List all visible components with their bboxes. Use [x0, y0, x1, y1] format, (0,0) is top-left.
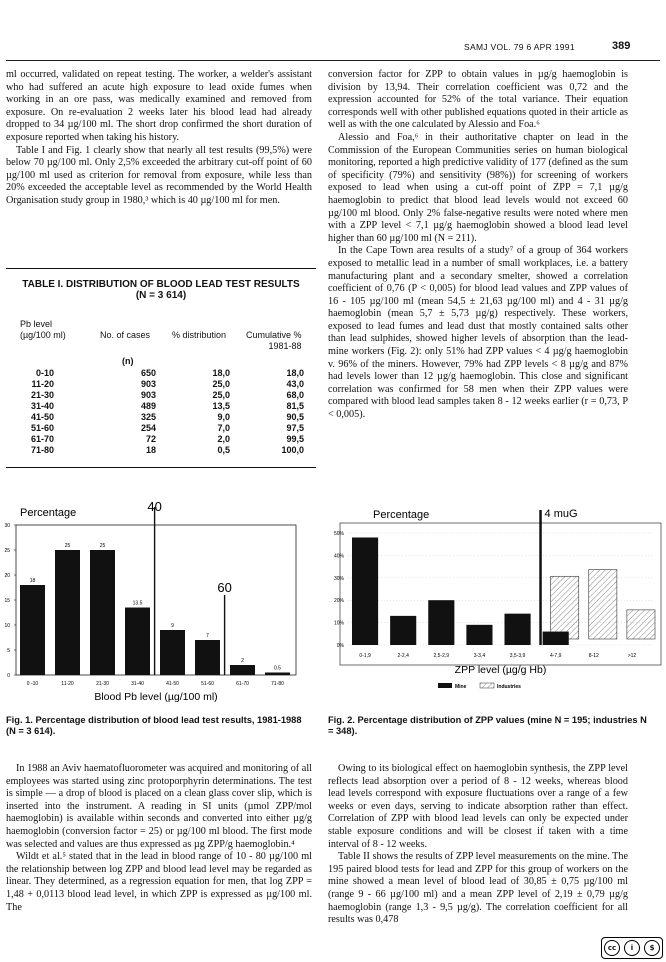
table-cell: 72	[145, 434, 156, 444]
annotation-4mug: 4 muG	[544, 508, 578, 520]
y-tick-label: 30%	[333, 575, 344, 582]
left-column-top	[6, 69, 312, 208]
paragraph: Wildt et al.⁵ stated that in the lead in blood range of 10 - 80 µg/100 ml the relationship between log ZPP and blood lead level may be regarded as linear. They determined, as a regression equation for men, that log ZPP = 1,48 + 0,0113 blood lead level, in which ZPP is expressed as µg/100 ml. The	[6, 851, 312, 913]
journal-header: SAMJ VOL. 79 6 APR 1991	[464, 42, 575, 52]
table-cell: 100,0	[281, 445, 304, 455]
x-tick-label: 2-2,4	[397, 653, 409, 659]
x-tick-label: 4-7,9	[549, 653, 562, 659]
table-title: TABLE I. DISTRIBUTION OF BLOOD LEAD TEST RESULTS	[22, 279, 300, 290]
table-cell: 18,0	[286, 368, 304, 378]
bar-mine	[466, 625, 492, 645]
table-cell: 11-20	[31, 379, 54, 389]
paragraph: Table I and Fig. 1 clearly show that nearly all test results (99,5%) were below 70 µg/100 ml. Only 2,5% exceeded the arbitrary cut-off point of 60 µg/100 ml used as criterion for removal from exposure, while less than 20% exceeded the acceptable level as recommended by the World Health Organisation study group in 1980,³ which is 40 µg/100 ml for men.	[6, 144, 312, 206]
data-label: 9	[171, 623, 174, 629]
page-number: 389	[612, 40, 631, 52]
legend-swatch-mine	[438, 683, 452, 688]
table-header-cumulative: Cumulative % 1981-88	[246, 330, 302, 351]
table-header-cases: No. of cases	[100, 330, 151, 340]
left-column-bottom	[6, 763, 312, 914]
y-tick-label: 15	[4, 598, 10, 604]
table-cell: 97,5	[286, 423, 304, 433]
table-cell: 2,0	[217, 434, 230, 444]
x-tick-label: 2,5-2,9	[433, 653, 450, 659]
paragraph: conversion factor for ZPP to obtain values in µg/g haemoglobin is division by 13,94. Their correlation coefficient was 0,72 and the expression accounted for 52% of the total variance. Their equation corresponds well with other published equations quoted in their article as well as with the one calculated by Alessio and Foa.⁶	[328, 69, 628, 131]
table-1	[6, 268, 316, 468]
table-cell: 0,5	[217, 445, 230, 455]
bar	[195, 640, 220, 675]
table-cell: 903	[140, 390, 156, 400]
data-label: 18	[29, 578, 36, 584]
x-tick-label: 11-20	[61, 681, 74, 687]
x-tick-label: 51-60	[201, 681, 214, 687]
bar-mine	[543, 632, 569, 645]
table-row	[6, 390, 316, 401]
y-tick-label: 30	[4, 523, 10, 529]
table-cell: 43,0	[286, 379, 304, 389]
table-row	[6, 445, 316, 456]
y-tick-label: 5	[7, 648, 10, 654]
x-tick-label: >12	[627, 653, 637, 659]
table-cell: 61-70	[30, 434, 54, 444]
table-header-distribution: % distribution	[172, 330, 227, 340]
table-cell: 21-30	[30, 390, 54, 400]
table-cell: 650	[140, 368, 156, 378]
bar	[160, 630, 185, 675]
x-tick-label: 71-80	[271, 681, 284, 687]
table-cell: 25,0	[212, 390, 230, 400]
table-cell: 325	[140, 412, 156, 422]
y-tick-label: 25	[4, 548, 10, 554]
figure-2-chart	[318, 495, 666, 705]
table-cell: 18,0	[212, 368, 230, 378]
bar	[90, 550, 115, 675]
figure-2-caption: Fig. 2. Percentage distribution of ZPP values (mine N = 195; industries N = 348).	[328, 715, 647, 736]
table-cell: 90,5	[286, 412, 304, 422]
bar	[265, 673, 290, 676]
y-tick-label: 10	[4, 623, 10, 629]
data-label: 2	[241, 658, 244, 664]
x-tick-label: 0-1,9	[359, 653, 371, 659]
paragraph: Owing to its biological effect on haemoglobin synthesis, the ZPP level reflects lead absorption over a period of 8 - 12 weeks, whereas blood lead levels correspond with exposure fluctuations over a range of a few weeks or even days, serving to indicate absorption rather than effect. Correlation of ZPP with blood lead levels can only be expected under stable exposure conditions and will be closest if taken with a time interval of 8 - 12 weeks.	[328, 763, 628, 850]
table-cell: 25,0	[212, 379, 230, 389]
x-tick-label: 41-50	[166, 681, 179, 687]
paragraph: Alessio and Foa,⁶ in their authoritative chapter on lead in the Commission of the European Communities series on human biological monitoring, reported a high predictive validity of 177 (defined as the sum of specificity (79%) and sensitivity (98%)) for screening of workers exposed to lead when using a cut-off point of ZPP = 7,1 µg/g haemoglobin to predict that blood lead levels would not exceed 60 µg/100 ml blood. Only 2% false-negative results were noted where men with a ZPP level < 7,1 µg/g haemoglobin showed a blood lead level higher than 60 µg/100 ml (N = 211).	[328, 131, 628, 244]
table-cell: 41-50	[30, 412, 54, 422]
table-row	[6, 401, 316, 412]
annotation-40: 40	[147, 499, 162, 514]
bar-mine	[505, 614, 531, 645]
legend-swatch-industries	[480, 683, 494, 688]
y-tick-label: 0	[7, 673, 10, 679]
table-cell: 71-80	[30, 445, 54, 455]
table-cell: 51-60	[30, 423, 54, 433]
right-column-bottom	[328, 763, 628, 927]
table-cell: 489	[140, 401, 156, 411]
table-row	[6, 423, 316, 434]
header-rule	[6, 60, 660, 61]
x-tick-label: 8-12	[588, 653, 599, 659]
right-column-top	[328, 69, 628, 422]
paragraph: ml occurred, validated on repeat testing. The worker, a welder's assistant who had suffered an acute high exposure to lead oxide fumes when working in an ore pass, was medically examined and removed from exposure. On re-evaluation 2 weeks later his blood lead had already dropped to 34 µg/100 ml. The short drop confirmed the short duration of exposure reported when taking his history.	[6, 69, 312, 143]
table-cell: 99,5	[286, 434, 304, 444]
table-cell: 7,0	[217, 423, 230, 433]
legend-label-industries: Industries	[497, 684, 521, 690]
x-tick-label: 3-3,4	[473, 653, 486, 659]
bar-mine	[390, 616, 416, 645]
x-tick-label: 31-40	[131, 681, 144, 687]
table-cell: 68,0	[286, 390, 304, 400]
bar-mine	[428, 600, 454, 645]
y-tick-label: 50%	[333, 531, 344, 537]
bar-industries	[551, 576, 579, 639]
table-row	[6, 368, 316, 379]
table-n-label: (n)	[122, 356, 134, 366]
bar	[55, 550, 80, 675]
data-label: 25	[64, 543, 71, 549]
nc-icon: $	[644, 940, 660, 956]
x-axis-label: Blood Pb level (µg/100 ml)	[94, 691, 218, 703]
table-header-pb: Pb level (µg/100 ml)	[20, 319, 66, 340]
data-label: 25	[99, 543, 106, 549]
x-tick-label: 21-30	[96, 681, 109, 687]
x-tick-label: 3,5-3,9	[509, 653, 526, 659]
table-cell: 254	[140, 423, 156, 433]
table-cell: 31-40	[30, 401, 54, 411]
y-tick-label: 40%	[333, 553, 344, 560]
creative-commons-badge	[601, 937, 663, 959]
cc-icon: cc	[604, 940, 620, 956]
table-cell: 9,0	[217, 412, 230, 422]
x-tick-label: 61-70	[236, 681, 249, 687]
bar	[20, 585, 45, 675]
figure-1-caption: Fig. 1. Percentage distribution of blood lead test results, 1981-1988 (N = 3 614).	[6, 715, 302, 736]
table-row	[6, 379, 316, 390]
annotation-60: 60	[217, 580, 232, 595]
table-cell: 81,5	[286, 401, 304, 411]
table-subtitle: (N = 3 614)	[135, 290, 187, 301]
figure-1-chart	[0, 495, 318, 705]
table-row	[6, 412, 316, 423]
table-cell: 903	[140, 379, 156, 389]
data-label: 7	[206, 633, 209, 639]
x-tick-label: 0 -10	[26, 681, 39, 687]
table-cell: 13,5	[212, 401, 230, 411]
by-icon: i	[624, 940, 640, 956]
y-tick-label: 20%	[333, 598, 344, 605]
bar-industries	[589, 570, 617, 639]
y-tick-label: 0%	[336, 643, 344, 649]
x-axis-label: ZPP level (µg/g Hb)	[454, 664, 547, 676]
bar-industries	[627, 610, 655, 639]
bar	[125, 608, 150, 676]
y-tick-label: 10%	[333, 620, 344, 627]
chart-title: Percentage	[373, 509, 430, 521]
bar-mine	[352, 537, 378, 645]
legend-label-mine: Mine	[455, 684, 467, 690]
paragraph: Table II shows the results of ZPP level measurements on the mine. The 195 paired blood tests for lead and ZPP for this group of workers on the mine showed a mean level of blood lead of 30,85 ± 0,75 µg/100 ml (range 9 - 66 µg/100 ml) and a mean ZPP level of 2,19 ± 0,79 µg/g haemoglobin (range 1,3 - 9,5 µg/g). The correlation coefficient for all results was 0,478	[328, 851, 628, 926]
bar	[230, 665, 255, 675]
chart-title: Percentage	[20, 507, 77, 519]
table-cell: 18	[145, 445, 156, 455]
data-label: 13.5	[132, 600, 143, 607]
paragraph: In 1988 an Aviv haematofluorometer was acquired and monitoring of all employees was started using zinc protoporphyrin determinations. The test is simple — a drop of blood is placed on a clean glass cover slip, which is inserted into the instrument. A reading in SI units (µmol ZPP/mol haemoglobin) is available within seconds and converted into either µg/g haemoglobin (conversion factor = 25) or µg/100 ml blood. The first mode was selected and values are thus expressed as µg ZPP/g haemoglobin.⁴	[6, 763, 312, 850]
data-label: 0.5	[274, 665, 281, 672]
y-tick-label: 20	[4, 573, 10, 579]
table-row	[6, 434, 316, 445]
table-cell: 0-10	[35, 368, 54, 378]
paragraph: In the Cape Town area results of a study⁷ of a group of 364 workers exposed to metallic lead in a number of small workplaces, i.e. a battery manufacturing plant and a secondary smelter, showed a correlation coefficient of 0,76 (P < 0,005) for blood lead values and ZPP values of 16 - 105 µg/100 ml (mean 54,5 ± 21,63 µg/100 ml) and 4 - 31 µg/g haemoglobin (mean 5,7 ± 5,73 µg/g) respectively. These workers, exposed to lead fumes and lead dust that mostly contained salts other than lead sulphides, showed higher levels of absorption than the lead-mine workers (Fig. 2): only 51% had ZPP values < 4 µg/g haemoglobin v. 96% of the miners. However, 79% had ZPP levels < 8 µg/g and 87% had levels lower than 12 µg/g haemoglobin. This close and significant correlation was confirmed for 58 men when their ZPP values were compared with blood lead samples taken 8 - 12 weeks earlier (r = 0,73, P < 0,005).	[328, 245, 628, 421]
